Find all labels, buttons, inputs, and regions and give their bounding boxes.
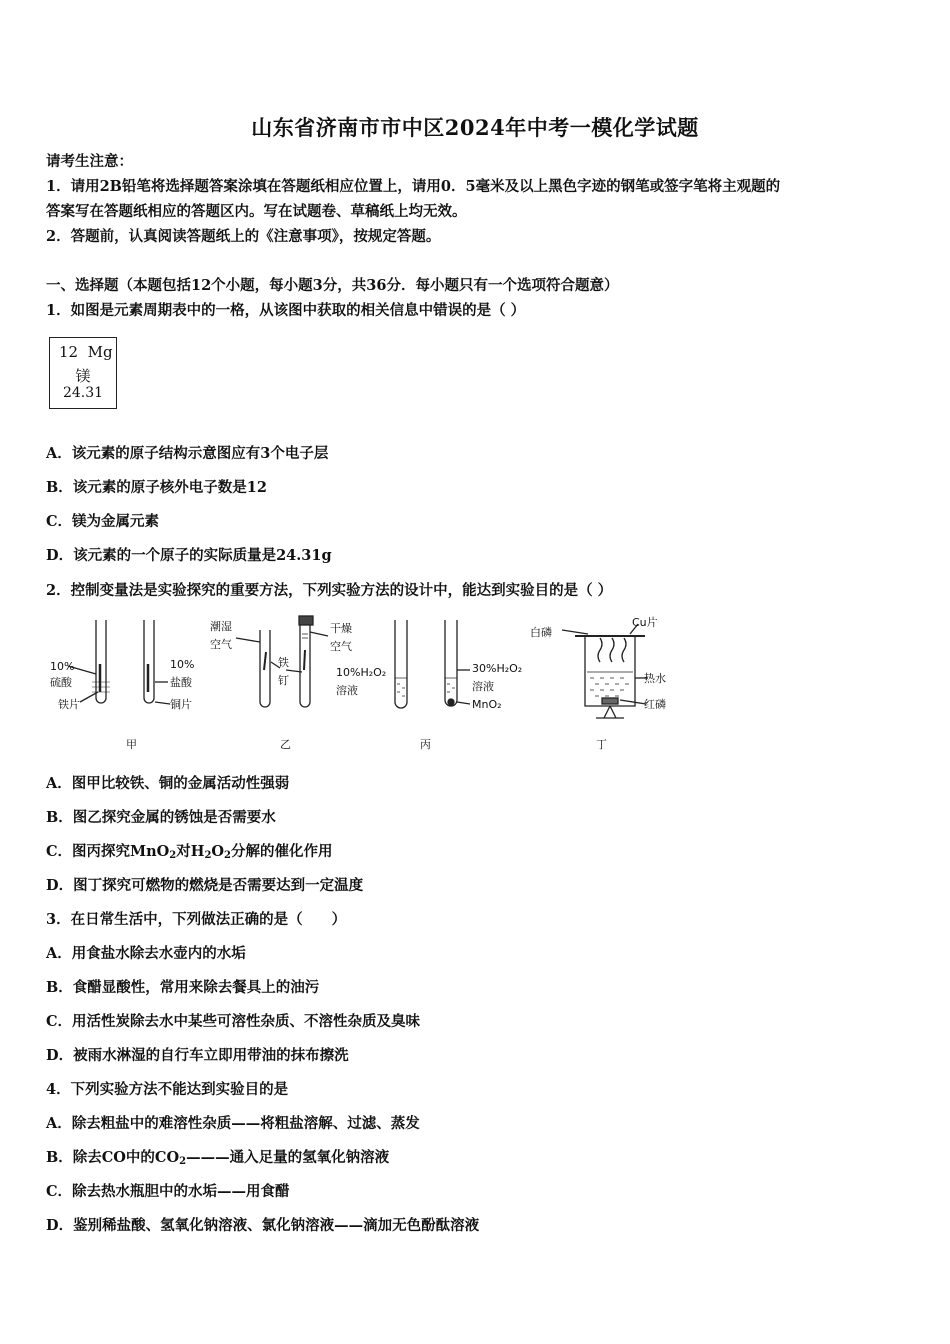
caption-ding: 丁 — [596, 738, 607, 751]
notice-line-2: 答案写在答题纸相应的答题区内。写在试题卷、草稿纸上均无效。 — [46, 203, 467, 220]
jia-label-2: 硫酸 — [50, 676, 72, 689]
page-title: 山东省济南市市中区2024年中考一模化学试题 — [251, 115, 699, 140]
caption-bing: 丙 — [420, 738, 431, 751]
jia-label-4: 10% — [170, 658, 195, 671]
q2-c-sub1: 2 — [169, 850, 177, 861]
bing-label-5: MnO₂ — [472, 698, 502, 711]
experiment-figure — [40, 612, 690, 757]
element-mass: 24.31 — [62, 385, 104, 401]
q3-option-b: B．食醋显酸性，常用来除去餐具上的油污 — [46, 979, 320, 996]
q3-option-a: A．用食盐水除去水壶内的水垢 — [46, 945, 246, 962]
q2-c-part2: 对H — [176, 843, 205, 860]
q4-option-c: C．除去热水瓶胆中的水垢——用食醋 — [46, 1183, 290, 1200]
q4-option-b — [46, 1148, 389, 1172]
q1-option-b: B．该元素的原子核外电子数是12 — [46, 479, 267, 496]
jia-label-5: 盐酸 — [170, 676, 192, 689]
q2-c-sub2: 2 — [204, 850, 212, 861]
q2-option-c — [46, 842, 333, 866]
q2-c-part4: 分解的催化作用 — [231, 843, 333, 860]
ding-label-2: Cu片 — [632, 616, 658, 629]
yi-label-6: 空气 — [330, 640, 352, 653]
yi-label-4: 钉 — [278, 674, 289, 687]
jia-label-1: 10% — [50, 660, 75, 673]
q4-stem: 4．下列实验方法不能达到实验目的是 — [46, 1081, 289, 1098]
ding-label-1: 白磷 — [530, 626, 552, 639]
yi-label-3: 铁 — [278, 656, 289, 669]
caption-yi: 乙 — [280, 738, 291, 751]
element-number-symbol — [59, 343, 113, 361]
yi-label-1: 潮湿 — [210, 620, 232, 633]
q2-c-part3: O — [211, 843, 225, 860]
periodic-table-cell — [49, 337, 117, 409]
q4-option-d: D．鉴别稀盐酸、氢氧化钠溶液、氯化钠溶液——滴加无色酚酞溶液 — [46, 1217, 480, 1234]
notice-line-1: 1．请用2B铅笔将选择题答案涂填在答题纸相应位置上，请用0．5毫米及以上黑色字迹的钢笔或签字笔将主观题的 — [46, 178, 781, 195]
bing-label-3: 30%H₂O₂ — [472, 662, 523, 675]
ding-label-3: 热水 — [644, 672, 666, 685]
bing-label-2: 溶液 — [336, 684, 358, 697]
q2-option-d: D．图丁探究可燃物的燃烧是否需要达到一定温度 — [46, 877, 364, 894]
section-heading: 一、选择题（本题包括12个小题，每小题3分，共36分．每小题只有一个选项符合题意） — [46, 277, 619, 294]
q4-b-part2: ———通入足量的氢氧化钠溶液 — [186, 1149, 390, 1166]
q2-option-a: A．图甲比较铁、铜的金属活动性强弱 — [46, 775, 290, 792]
q1-option-d: D．该元素的一个原子的实际质量是24.31g — [46, 547, 332, 564]
q2-c-sub3: 2 — [224, 850, 232, 861]
yi-label-2: 空气 — [210, 638, 232, 651]
q3-option-d: D．被雨水淋湿的自行车立即用带油的抹布擦洗 — [46, 1047, 349, 1064]
jia-label-3: 铁片 — [58, 698, 80, 711]
ding-label-4: 红磷 — [644, 698, 666, 711]
jia-label-6: 铜片 — [170, 698, 192, 711]
q2-stem: 2．控制变量法是实验探究的重要方法，下列实验方法的设计中，能达到实验目的是（ ） — [46, 582, 613, 599]
q3-stem: 3．在日常生活中，下列做法正确的是（ ） — [46, 911, 347, 928]
notice-line-3: 2．答题前，认真阅读答题纸上的《注意事项》，按规定答题。 — [46, 228, 441, 245]
q4-b-part1: B．除去CO中的CO — [46, 1149, 180, 1166]
q1-option-a: A．该元素的原子结构示意图应有3个电子层 — [46, 445, 329, 462]
bing-label-4: 溶液 — [472, 680, 494, 693]
caption-jia: 甲 — [126, 738, 137, 751]
q2-c-part1: C．图丙探究MnO — [46, 843, 170, 860]
q3-option-c: C．用活性炭除去水中某些可溶性杂质、不溶性杂质及臭味 — [46, 1013, 421, 1030]
q4-b-sub: 2 — [179, 1156, 187, 1167]
notice-heading: 请考生注意： — [46, 153, 133, 170]
element-name: 镁 — [75, 367, 91, 385]
element-number: 12 — [59, 343, 79, 361]
q4-option-a: A．除去粗盐中的难溶性杂质——将粗盐溶解、过滤、蒸发 — [46, 1115, 420, 1132]
yi-label-5: 干燥 — [330, 622, 352, 635]
bing-label-1: 10%H₂O₂ — [336, 666, 387, 679]
element-symbol: Mg — [87, 343, 113, 361]
q1-option-c: C．镁为金属元素 — [46, 513, 160, 530]
q1-stem: 1．如图是元素周期表中的一格，从该图中获取的相关信息中错误的是（ ） — [46, 302, 526, 319]
q2-option-b: B．图乙探究金属的锈蚀是否需要水 — [46, 809, 276, 826]
